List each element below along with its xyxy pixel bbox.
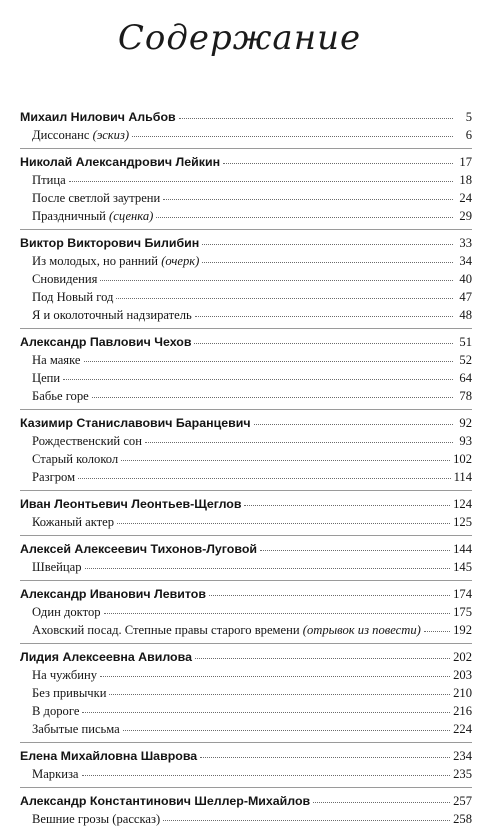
- page-number: 78: [459, 389, 472, 403]
- work-note: (сценка): [109, 209, 154, 223]
- author-name: Александр Павлович Чехов: [20, 335, 192, 349]
- work-note: (очерк): [161, 254, 200, 268]
- page-number: 18: [459, 173, 472, 187]
- section-divider: [20, 535, 472, 536]
- page-number: 6: [465, 128, 472, 142]
- dot-leader: [163, 187, 453, 200]
- author-name: Александр Константинович Шеллер-Михайлов: [20, 794, 311, 808]
- work-title-text: После светлой заутрени: [32, 191, 161, 205]
- page-number: 34: [459, 254, 472, 268]
- page-number: 235: [453, 767, 472, 781]
- page-number: 192: [453, 623, 472, 637]
- work-title: [32, 810, 160, 828]
- page-number: 144: [453, 542, 472, 556]
- page-number: 114: [453, 470, 472, 484]
- dot-leader: [82, 763, 451, 776]
- toc-section: [20, 414, 472, 486]
- dot-leader: [145, 430, 453, 443]
- work-title-text: Аховский посад. Степные правы старого времени: [32, 623, 300, 637]
- work-title: [32, 765, 79, 783]
- dot-leader: [104, 601, 451, 614]
- page-number: 258: [453, 812, 472, 826]
- page-number: 29: [459, 209, 472, 223]
- page-number: 145: [453, 560, 472, 574]
- dot-leader: [195, 304, 453, 317]
- page-number: 125: [453, 515, 472, 529]
- work-title-text: Под Новый год: [32, 290, 114, 304]
- work-title-text: Птица: [32, 173, 66, 187]
- work-title-text: Цепи: [32, 371, 61, 385]
- section-divider: [20, 490, 472, 491]
- page-number: 210: [453, 686, 472, 700]
- page-number: 216: [453, 704, 472, 718]
- dot-leader: [82, 700, 450, 713]
- page-number: 52: [459, 353, 472, 367]
- page-number: 17: [459, 155, 472, 169]
- work-entry[interactable]: [20, 720, 472, 738]
- dot-leader: [123, 718, 450, 731]
- work-title-text: На маяке: [32, 353, 81, 367]
- dot-leader: [244, 493, 450, 506]
- dot-leader: [313, 790, 450, 803]
- dot-leader: [100, 664, 450, 677]
- dot-leader: [202, 250, 453, 263]
- page-number: 102: [453, 452, 472, 466]
- page-number: 175: [453, 605, 472, 619]
- dot-leader: [260, 538, 450, 551]
- work-title-text: На чужбину: [32, 668, 98, 682]
- dot-leader: [63, 367, 453, 380]
- dot-leader: [69, 169, 453, 182]
- work-title-text: Без привычки: [32, 686, 107, 700]
- toc-section: [20, 234, 472, 324]
- work-title: [32, 666, 97, 684]
- dot-leader: [121, 448, 450, 461]
- dot-leader: [85, 556, 451, 569]
- dot-leader: [209, 583, 450, 596]
- section-divider: [20, 328, 472, 329]
- work-title-text: Диссонанс: [32, 128, 90, 142]
- author-name: Николай Александрович Лейкин: [20, 155, 221, 169]
- work-title: [32, 684, 106, 702]
- dot-leader: [200, 745, 450, 758]
- toc-section: [20, 747, 472, 783]
- work-title: [32, 306, 192, 324]
- work-title: [32, 621, 421, 639]
- work-entry[interactable]: [20, 621, 472, 639]
- toc-section: [20, 333, 472, 405]
- page-number: 64: [459, 371, 472, 385]
- dot-leader: [100, 268, 453, 281]
- page-number: 92: [459, 416, 472, 430]
- work-title: [32, 171, 66, 189]
- page-number: 33: [459, 236, 472, 250]
- work-title-text: Из молодых, но ранний: [32, 254, 159, 268]
- work-title: [32, 513, 114, 531]
- toc-section: [20, 792, 472, 828]
- dot-leader: [194, 331, 453, 344]
- work-title: [32, 369, 60, 387]
- dot-leader: [109, 682, 450, 695]
- page-number: 40: [459, 272, 472, 286]
- dot-leader: [179, 106, 453, 119]
- work-entry[interactable]: [20, 387, 472, 405]
- table-of-contents: [20, 108, 472, 828]
- dot-leader: [163, 808, 450, 821]
- toc-section: [20, 495, 472, 531]
- work-note: (эскиз): [92, 128, 130, 142]
- page-number: 174: [453, 587, 472, 601]
- work-title-text: Швейцар: [32, 560, 82, 574]
- work-title-text: Рождественский сон: [32, 434, 142, 448]
- work-title-text: Кожаный актер: [32, 515, 115, 529]
- work-entry[interactable]: [20, 207, 472, 225]
- section-divider: [20, 229, 472, 230]
- page-number: 5: [465, 110, 472, 124]
- page-number: 24: [459, 191, 472, 205]
- work-entry[interactable]: [20, 684, 472, 702]
- section-divider: [20, 742, 472, 743]
- dot-leader: [84, 349, 454, 362]
- page-number: 224: [453, 722, 472, 736]
- work-entry[interactable]: [20, 810, 472, 828]
- page-number: 48: [459, 308, 472, 322]
- work-entry[interactable]: [20, 765, 472, 783]
- dot-leader: [116, 286, 453, 299]
- page-number: 203: [453, 668, 472, 682]
- work-title: [32, 387, 89, 405]
- toc-section: [20, 648, 472, 738]
- work-title-text: Разгром: [32, 470, 76, 484]
- work-entry[interactable]: [20, 513, 472, 531]
- work-title: [32, 603, 101, 621]
- work-title-text: Старый колокол: [32, 452, 119, 466]
- author-name: Александр Иванович Левитов: [20, 587, 206, 601]
- toc-section: [20, 153, 472, 225]
- toc-section: [20, 540, 472, 576]
- dot-leader: [254, 412, 453, 425]
- work-title: [32, 288, 113, 306]
- work-title-text: Маркиза: [32, 767, 79, 781]
- work-title: [32, 720, 120, 738]
- work-title-text: Сновидения: [32, 272, 98, 286]
- work-title-text: Бабье горе: [32, 389, 89, 403]
- dot-leader: [195, 646, 450, 659]
- dot-leader: [78, 466, 451, 479]
- author-name: Михаил Нилович Альбов: [20, 110, 176, 124]
- work-title-text: Вешние грозы (рассказ): [32, 812, 161, 826]
- work-note: (отрывок из повести): [302, 623, 421, 637]
- work-entry[interactable]: [20, 558, 472, 576]
- page-number: 93: [459, 434, 472, 448]
- author-name: Лидия Алексеевна Авилова: [20, 650, 192, 664]
- dot-leader: [117, 511, 450, 524]
- author-name: Виктор Викторович Билибин: [20, 236, 200, 250]
- author-name: Иван Леонтьевич Леонтьев-Щеглов: [20, 497, 242, 511]
- work-title: [32, 126, 129, 144]
- work-title: [32, 702, 79, 720]
- work-title: [32, 189, 160, 207]
- work-entry[interactable]: [20, 603, 472, 621]
- dot-leader: [156, 205, 453, 218]
- page-number: 234: [453, 749, 472, 763]
- work-entry[interactable]: [20, 126, 472, 144]
- work-title: [32, 207, 153, 225]
- dot-leader: [132, 124, 453, 137]
- page-number: 51: [459, 335, 472, 349]
- work-entry[interactable]: [20, 306, 472, 324]
- dot-leader: [92, 385, 453, 398]
- work-title-text: В дороге: [32, 704, 80, 718]
- section-divider: [20, 787, 472, 788]
- section-divider: [20, 580, 472, 581]
- page-number: 202: [453, 650, 472, 664]
- work-title-text: Я и околоточный надзиратель: [32, 308, 192, 322]
- work-title-text: Праздничный: [32, 209, 106, 223]
- toc-section: [20, 585, 472, 639]
- work-title-text: Забытые письма: [32, 722, 120, 736]
- section-divider: [20, 643, 472, 644]
- author-name: Алексей Алексеевич Тихонов-Луговой: [20, 542, 258, 556]
- page-number: 124: [453, 497, 472, 511]
- page-title: Содержание: [117, 18, 362, 58]
- section-divider: [20, 409, 472, 410]
- dot-leader: [223, 151, 453, 164]
- work-entry[interactable]: [20, 468, 472, 486]
- page-number: 47: [459, 290, 472, 304]
- section-divider: [20, 148, 472, 149]
- work-title-text: Один доктор: [32, 605, 101, 619]
- author-name: Елена Михайловна Шаврова: [20, 749, 198, 763]
- page-number: 257: [453, 794, 472, 808]
- work-title: [32, 270, 97, 288]
- toc-section: [20, 108, 472, 144]
- work-title: [32, 468, 75, 486]
- work-title: [32, 558, 82, 576]
- author-name: Казимир Станиславович Баранцевич: [20, 416, 251, 430]
- dot-leader: [202, 232, 453, 245]
- dot-leader: [424, 619, 450, 632]
